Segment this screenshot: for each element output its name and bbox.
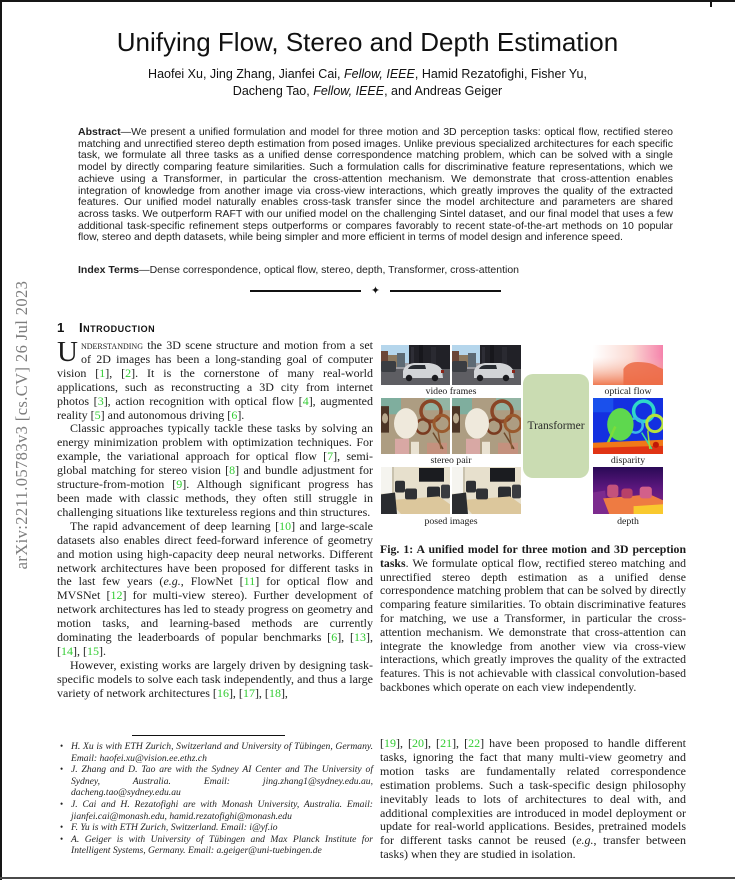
citation-link[interactable]: 7: [327, 449, 334, 464]
citation-link[interactable]: 16: [216, 685, 229, 700]
figure-label-video-frames: video frames: [425, 386, 477, 397]
citation-link[interactable]: 14: [61, 643, 73, 658]
footnote-item: [57, 741, 373, 764]
page-border-bottom: [0, 877, 735, 879]
depth-image: [593, 467, 663, 514]
footnote-item: [57, 764, 373, 799]
citation-link[interactable]: 9: [176, 477, 183, 492]
figure-label-depth: depth: [617, 516, 639, 527]
citation-link[interactable]: 22: [468, 736, 481, 750]
citation-link[interactable]: 6: [331, 630, 338, 645]
posed-image-1: [381, 467, 450, 514]
drop-cap: U: [57, 336, 78, 368]
citation-link[interactable]: 18: [268, 685, 281, 700]
separator-rule-left: [250, 290, 361, 291]
citation-link[interactable]: 21: [440, 736, 453, 750]
citation-link[interactable]: 11: [243, 574, 256, 589]
footnote-bullet: •: [60, 764, 64, 775]
intro-paragraph-1-text: nderstanding the 3D scene structure and motion from a set of 2D images has been a long-standing goal of computer vision [1], [2]. It is the cornerstone of many real-world applications, such as reconstructing a 3D city from internet photos [3], action recognition with optical flow [4], augmented reality [5] and autonomous driving [6].: [57, 338, 374, 422]
section-separator: [78, 283, 673, 299]
footnote-text: A. Geiger is with University of Tübingen and Max Planck Institute for Intelligent Systems, Germany. Email: a.geiger@uni-tuebingen.de: [71, 833, 373, 857]
video-frame-image-1: [381, 345, 450, 385]
figure-label-disparity: disparity: [610, 455, 646, 466]
authors-line-2: Dacheng Tao, Fellow, IEEE, and Andreas Geiger: [232, 84, 503, 98]
left-column-body: [57, 336, 374, 701]
footnote-text: F. Yu is with ETH Zurich, Switzerland. Email: i@yf.io: [71, 822, 278, 834]
disparity-image: [593, 398, 663, 454]
section-number: 1: [57, 320, 65, 335]
citation-link[interactable]: 5: [94, 407, 101, 422]
transformer-box: Transformer: [523, 374, 589, 478]
footnote-text: J. Cai and H. Rezatofighi are with Monash University, Australia. Email: jianfei.cai@monash.edu, hamid.rezatofighi@monash.edu: [71, 798, 373, 822]
authors-line-1: Haofei Xu, Jing Zhang, Jianfei Cai, Fellow, IEEE, Hamid Rezatofighi, Fisher Yu,: [148, 67, 587, 81]
intro-paragraph-1: [57, 336, 374, 422]
optical-flow-image: [593, 345, 663, 385]
page-border-top: [0, 0, 735, 2]
citation-link[interactable]: 6: [231, 407, 238, 422]
stereo-pair-image-1: [381, 398, 450, 454]
intro-paragraph-2: Classic approaches typically tackle these tasks by solving an energy minimization problem with optimization techniques. For example, the variational approach for optical flow [7], semi-global matching for stereo vision [8] and bundle adjustment for structure-from-motion [9]. Although significant progress has been made with classic methods, they often still struggle in challenging situations like textureless regions and thin structures.: [57, 421, 373, 519]
footnote-item: [57, 822, 373, 834]
footnote-bullet: •: [60, 822, 64, 833]
footnote-text: J. Zhang and D. Tao are with the Sydney AI Center and The University of Sydney, Australia. Email: jing.zhang1@sydney.edu.au, dacheng.tao@sydney.edu.au: [71, 764, 373, 799]
arxiv-watermark: arXiv:2211.05783v3 [cs.CV] 26 Jul 2023: [12, 280, 31, 570]
citation-link[interactable]: 20: [412, 736, 425, 750]
abstract-label: Abstract: [78, 126, 121, 138]
stereo-pair-image-2: [452, 398, 521, 454]
section-title: Introduction: [79, 320, 156, 335]
footnote-item: [57, 834, 373, 857]
citation-link[interactable]: 4: [302, 393, 309, 408]
figure-label-stereo-pair: stereo pair: [430, 455, 472, 466]
author-footnotes: [57, 741, 373, 857]
footnote-item: [57, 799, 373, 822]
posed-image-2: [452, 467, 521, 514]
citation-link[interactable]: 10: [279, 518, 292, 533]
index-terms-label: Index Terms: [78, 264, 140, 276]
intro-paragraph-4: However, existing works are largely driven by designing task-specific models to solve each task independently, and thus a large variety of network architectures [16], [17], [18],: [57, 657, 373, 700]
abstract: [78, 127, 673, 244]
citation-link[interactable]: 17: [242, 685, 255, 700]
page-corner-tick: [710, 0, 712, 7]
paper-title: Unifying Flow, Stereo and Depth Estimation: [116, 27, 619, 57]
citation-link[interactable]: 19: [384, 736, 396, 750]
index-terms: [78, 265, 673, 277]
citation-link[interactable]: 8: [229, 463, 236, 478]
figure-label-optical-flow: optical flow: [604, 386, 652, 397]
footnote-bullet: •: [60, 833, 64, 844]
figure-1: [380, 344, 686, 528]
footnote-bullet: •: [60, 741, 64, 751]
abstract-text: —We present a unified formulation and model for three motion and 3D perception tasks: optical flow, rectified stereo matching and unrectified stereo depth estimation from posed images. Unlike previous specialized architectures for each specific task, we formulate all three tasks as a unified dense correspondence matching problem, which can be solved with a single model by directly comparing feature similarities. Such a formulation calls for discriminative feature representations, which we achieve using a Transformer, in particular the cross-attention mechanism. We demonstrate that cross-attention enables integration of knowledge from another image via cross-view interactions, which greatly improves the quality of the extracted features. Our unified model naturally enables cross-task transfer since the model architecture and parameters are shared across tasks. We outperform RAFT with our unified model on the challenging Sintel dataset, and our final model that uses a few additional task-specific refinement steps outperforms or compares favorably to recent state-of-the-art methods on 10 popular flow, stereo and depth datasets, while being simpler and more efficient in terms of model design and inference speed.: [78, 126, 673, 244]
right-column-paragraph: [19], [20], [21], [22] have been proposed to handle different tasks, ignoring the fact that many multi-view geometry and motion tasks are fundamentally related correspondence estimation problems. Such a task-specific design philosophy inevitably leads to lots of architectures to deal with, and additional complexities are introduced in model deployment or update for real-world applications. Besides, pretrained models for different tasks cannot be reused (e.g., transfer between tasks) when they are studied in isolation.: [380, 736, 687, 862]
figure-1-caption: Fig. 1: A unified model for three motion and 3D perception tasks. We formulate optical flow, rectified stereo matching and unrectified stereo depth estimation as a unified dense correspondence matching problem that can be solved by directly comparing feature similarities. To obtain discriminative features for matching, we use a Transformer, in particular the cross-attention mechanism. We demonstrate that cross-attention can integrate the knowledge from another view via cross-view interactions, which greatly improves the quality of the extracted features. This is not achievable with classical convolution-based backbones which operate on each view independently.: [380, 542, 686, 694]
footnote-bullet: •: [60, 798, 64, 809]
citation-link[interactable]: 3: [97, 393, 104, 408]
citation-link[interactable]: 12: [110, 588, 123, 603]
intro-paragraph-3: The rapid advancement of deep learning [10] and large-scale datasets also enables direct feed-forward inference of geometry and motion using high-capacity deep neural networks. Different network architectures have been proposed for different tasks in the last few years (e.g., FlowNet [11] for optical flow and MVSNet [12] for multi-view stereo). Further development of network architectures has led to steady progress on geometry and motion tasks, and learning-based methods are currently dominating the leaderboards of popular benchmarks [6], [13], [14], [15].: [57, 518, 374, 658]
section-heading-introduction: [57, 320, 373, 335]
page-border-left: [0, 0, 2, 880]
separator-rule-right: [390, 290, 501, 291]
index-terms-text: —Dense correspondence, optical flow, stereo, depth, Transformer, cross-attention: [139, 264, 520, 276]
citation-link[interactable]: 15: [87, 643, 99, 658]
footnote-rule: [132, 735, 285, 736]
citation-link[interactable]: 13: [354, 630, 367, 645]
citation-link[interactable]: 2: [125, 365, 132, 380]
citation-link[interactable]: 1: [99, 365, 106, 380]
footnote-text: H. Xu is with ETH Zurich, Switzerland and University of Tübingen, Germany. Email: haofei.xu@vision.ee.ethz.ch: [71, 741, 373, 764]
figure-label-posed-images: posed images: [424, 516, 478, 527]
diamond-ornament-icon: ✦: [370, 285, 381, 297]
video-frame-image-2: [452, 345, 521, 385]
